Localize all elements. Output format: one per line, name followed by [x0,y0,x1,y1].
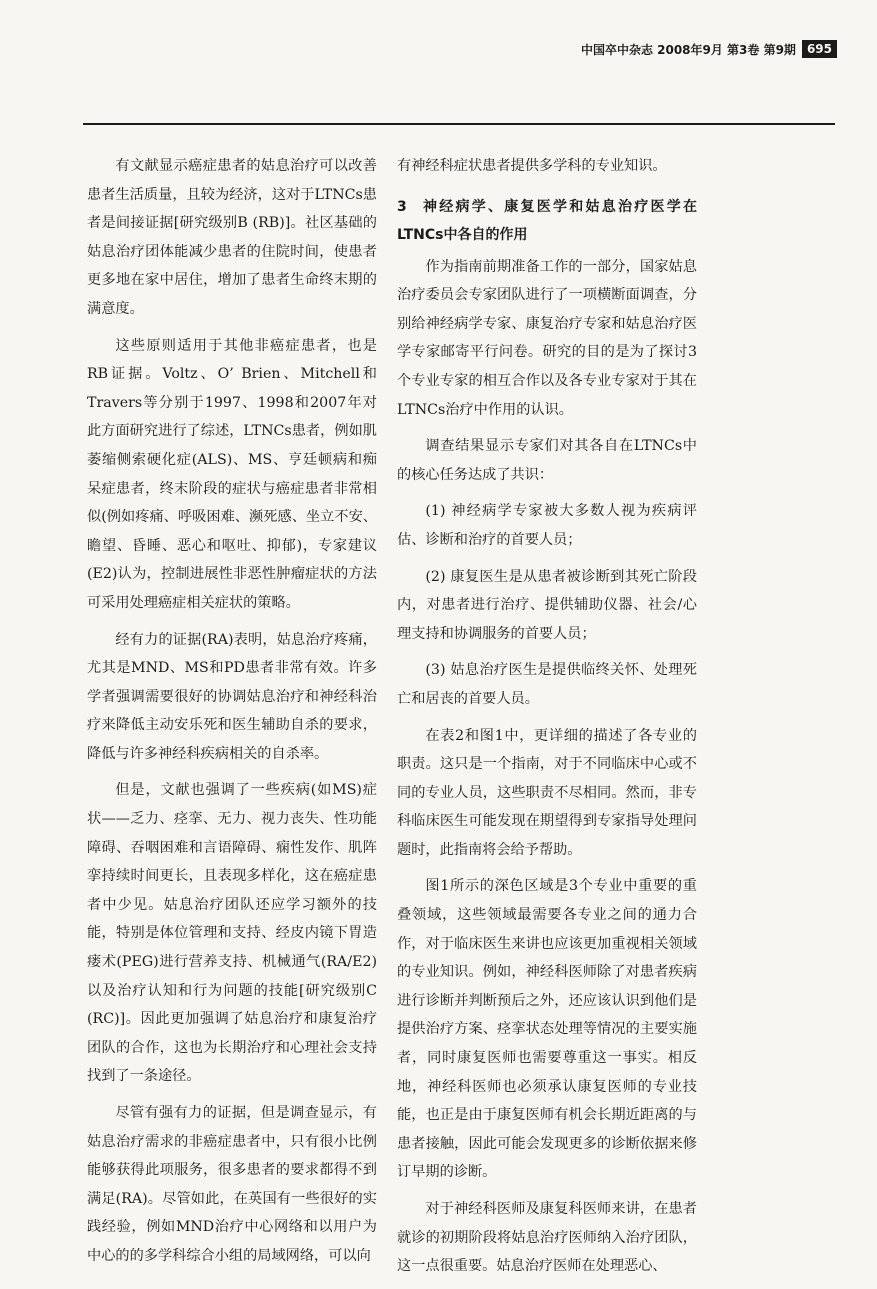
header-rule [83,123,835,125]
paragraph: 这些原则适用于其他非癌症患者，也是RB证据。Voltz、O’ Brien、Mitchell和Travers等分别于1997、1998和2007年对此方面研究进行了综述，LTNCs患者，例如肌萎缩侧索硬化症(ALS)、MS、亨廷顿病和痴呆症患者，终末阶段的症状与癌症患者非常相似(例如疼痛、呼吸困难、濒死感、坐立不安、瞻望、昏睡、恶心和呕吐、抑郁)，专家建议(E2)认为，控制进展性非恶性肿瘤症状的方法可采用处理癌症相关症状的策略。 [87,337,377,611]
section-heading [397,193,697,249]
paragraph-continuation: 有神经科症状患者提供多学科的专业知识。 [397,158,667,174]
paragraph: 尽管有强有力的证据，但是调查显示，有姑息治疗需求的非癌症患者中，只有很小比例能够获得此项服务，很多患者的要求都得不到满足(RA)。尽管如此，在英国有一些很好的实践经验，例如MND治疗中心网络和以用户为中心的的多学科综合小组的局域网络，可以向 [87,1105,377,1264]
page-number: 695 [802,40,837,58]
paragraph: 经有力的证据(RA)表明，姑息治疗疼痛，尤其是MND、MS和PD患者非常有效。许多学者强调需要很好的协调姑息治疗和神经科治疗来降低主动安乐死和医生辅助自杀的要求，降低与许多神经科疾病相关的自杀率。 [87,631,377,762]
paragraph: 调查结果显示专家们对其各自在LTNCs中的核心任务达成了共识： [397,438,697,483]
paragraph: 有文献显示癌症患者的姑息治疗可以改善患者生活质量，且较为经济，这对于LTNCs患者是间接证据[研究级别B (RB)]。社区基础的姑息治疗团体能减少患者的住院时间，使患者更多地在家中居住，增加了患者生命终末期的满意度。 [87,158,377,317]
running-header [581,40,837,58]
paragraph: 作为指南前期准备工作的一部分，国家姑息治疗委员会专家团队进行了一项横断面调查，分别给神经病学专家、康复治疗专家和姑息治疗医学专家邮寄平行问卷。研究的目的是为了探讨3个专业专家的相互合作以及各专业专家对于其在LTNCs治疗中作用的认识。 [397,258,697,418]
paragraph: 对于神经科医师及康复科医师来讲，在患者就诊的初期阶段将姑息治疗医师纳入治疗团队，这一点很重要。姑息治疗医师在处理恶心、 [397,1201,697,1275]
list-item: (1) 神经病学专家被大多数人视为疾病评估、诊断和治疗的首要人员； [397,503,697,548]
left-column [87,152,377,1279]
list-item: (3) 姑息治疗医生是提供临终关怀、处理死亡和居丧的首要人员。 [397,662,697,707]
list-item: (2) 康复医生是从患者被诊断到其死亡阶段内，对患者进行治疗、提供辅助仪器、社会/心理支持和协调服务的首要人员； [397,568,697,642]
section-number: 3 [397,198,407,215]
journal-citation: 中国卒中杂志 2008年9月 第3卷 第9期 [580,42,796,57]
section-title: 神经病学、康复医学和姑息治疗医学在LTNCs中各自的作用 [397,198,697,243]
right-column [397,152,697,1289]
paragraph: 图1所示的深色区域是3个专业中重要的重叠领域，这些领域最需要各专业之间的通力合作，对于临床医生来讲也应该更加重视相关领域的专业知识。例如，神经科医师除了对患者疾病进行诊断并判断预后之外，还应该认识到他们是提供治疗方案、痉挛状态处理等情况的主要实施者，同时康复医师也需要尊重这一事实。相反地，神经科医师也必须承认康复医师的专业技能，也正是由于康复医师有机会长期近距离的与患者接触，因此可能会发现更多的诊断依据来修订早期的诊断。 [397,878,697,1181]
paragraph: 但是，文献也强调了一些疾病(如MS)症状——乏力、痉挛、无力、视力丧失、性功能障碍、吞咽困难和言语障碍、痫性发作、肌阵挛持续时间更长，且表现多样化，这在癌症患者中少见。姑息治疗团队还应学习额外的技能，特别是体位管理和支持、经皮内镜下胃造瘘术(PEG)进行营养支持、机械通气(RA/E2)以及治疗认知和行为问题的技能[研究级别C (RC)]。因此更加强调了姑息治疗和康复治疗团队的合作，这也为长期治疗和心理社会支持找到了一条途径。 [87,782,377,1085]
paragraph: 在表2和图1中，更详细的描述了各专业的职责。这只是一个指南，对于不同临床中心或不同的专业人员，这些职责不尽相同。然而，非专科临床医生可能发现在期望得到专家指导处理问题时，此指南将会给予帮助。 [397,727,697,858]
